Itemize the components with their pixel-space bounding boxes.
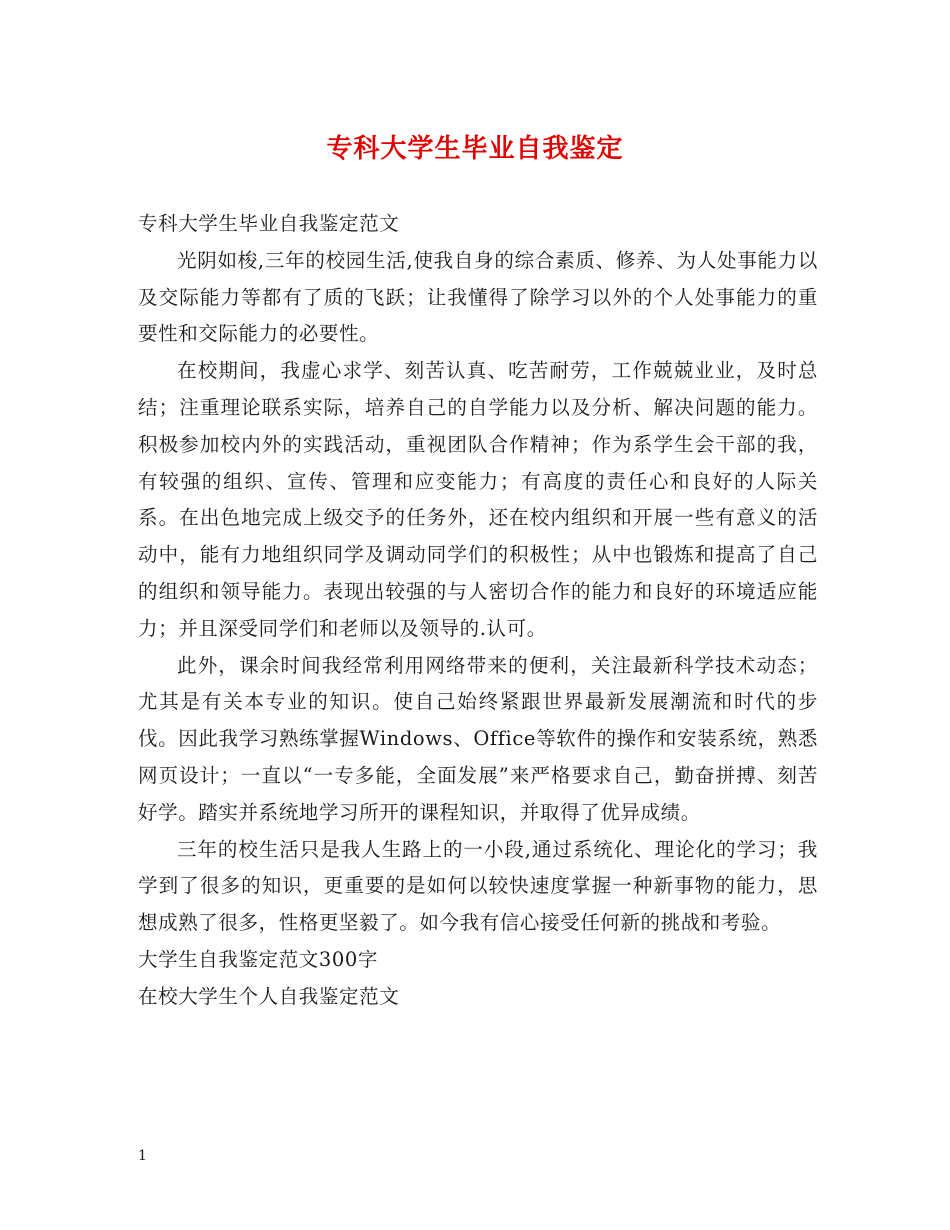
- subtitle-line: 专科大学生毕业自我鉴定范文: [138, 212, 400, 235]
- paragraph-3: 此外，课余时间我经常利用网络带来的便利，关注最新科学技术动态；尤其是有关本专业的知识。使自己始终紧跟世界最新发展潮流和时代的步伐。因此我学习熟练掌握Windows、Office等软件的操作和安装系统，熟悉网页设计；一直以“一专多能，全面发展”来严格要求自己，勤奋拼搏、刻苦好学。踏实并系统地学习所开的课程知识，并取得了优异成绩。: [138, 653, 818, 824]
- document-body: [138, 206, 818, 1016]
- document-title: 专科大学生毕业自我鉴定: [326, 134, 624, 164]
- paragraph-1: 光阴如梭,三年的校园生活,使我自身的综合素质、修养、为人处事能力以及交际能力等都有了质的飞跃；让我懂得了除学习以外的个人处事能力的重要性和交际能力的必要性。: [138, 248, 818, 346]
- related-link-1: 大学生自我鉴定范文300字: [138, 947, 379, 971]
- paragraph-2: 在校期间，我虚心求学、刻苦认真、吃苦耐劳，工作兢兢业业，及时总结；注重理论联系实际，培养自己的自学能力以及分析、解决问题的能力。积极参加校内外的实践活动，重视团队合作精神；作为系学生会干部的我，有较强的组织、宣传、管理和应变能力；有高度的责任心和良好的人际关系。在出色地完成上级交予的任务外，还在校内组织和开展一些有意义的活动中，能有力地组织同学及调动同学们的积极性；从中也锻炼和提高了自己的组织和领导能力。表现出较强的与人密切合作的能力和良好的环境适应能力；并且深受同学们和老师以及领导的.认可。: [138, 359, 818, 640]
- page-number: 1: [138, 1148, 147, 1164]
- related-link-2: 在校大学生个人自我鉴定范文: [138, 984, 400, 1008]
- paragraph-4: 三年的校生活只是我人生路上的一小段,通过系统化、理论化的学习；我学到了很多的知识，更重要的是如何以较快速度掌握一种新事物的能力，思想成熟了很多，性格更坚毅了。如今我有信心接受任何新的挑战和考验。: [138, 837, 818, 935]
